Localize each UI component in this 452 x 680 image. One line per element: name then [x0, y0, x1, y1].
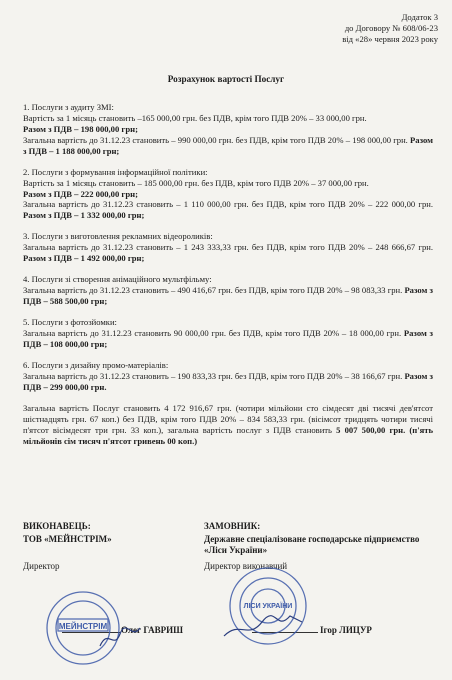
grand-total-text: Загальна вартість Послуг становить 4 172 916,67 грн. (чотири мільйони сто сімдесят дві тисячі дев'ятсот шістнадцять грн. 67 коп.) без ПДВ, крім того ПДВ 20% – 834 583,33 грн. (вісімсот тридцять чотири тисячі п'ятсот вісімдесят три грн. 33 коп.), загальна вартість послуг з ПДВ становить [23, 403, 433, 435]
service-period-total: Разом з ПДВ – 1 492 000,00 грн; [23, 253, 145, 264]
service-period-text: Загальна вартість до 31.12.23 становить – 990 000,00 грн. без ПДВ, крім того ПДВ 20% – 198 000,00 грн. [23, 134, 408, 145]
service-period-text: Загальна вартість до 31.12.23 становить – 1 243 333,33 грн. без ПДВ, крім того ПДВ 20% – 248 666,67 грн. [23, 242, 433, 253]
customer-name: Державне спеціалізоване господарське підприємство «Ліси України» [204, 534, 420, 555]
service-monthly-cost: Вартість за 1 місяць становить –165 000,00 грн. без ПДВ, крім того ПДВ 20% – 33 000,00 грн. [23, 112, 367, 123]
contractor-name: ТОВ «МЕЙНСТРІМ» [23, 534, 112, 544]
service-heading: 1. Послуги з аудиту ЗМІ: [23, 102, 114, 112]
customer-seal-text: ЛІСИ УКРАЇНИ [243, 603, 293, 610]
service-period-total: Разом з ПДВ – 588 500,00 грн; [23, 285, 433, 307]
service-period-total: Разом з ПДВ – 1 332 000,00 грн; [23, 210, 145, 221]
appendix-date: від «28» червня 2023 року [342, 34, 438, 44]
service-heading: 5. Послуги з фотозйомки: [23, 317, 117, 328]
service-period-cost [23, 328, 433, 350]
service-heading: 2. Послуги з формування інформаційної політики: [23, 166, 208, 177]
service-monthly-cost: Вартість за 1 місяць становить – 185 000,00 грн. без ПДВ, крім того ПДВ 20% – 37 000,00 грн. [23, 177, 369, 188]
customer-seal [218, 562, 328, 652]
contractor-signer: Олег ГАВРИШ [121, 625, 184, 635]
service-period-cost [23, 242, 433, 264]
customer-position: Директор виконавчий [204, 561, 288, 571]
grand-total [23, 403, 433, 447]
service-item-5 [23, 317, 433, 350]
service-period-total: Разом з ПДВ – 1 188 000,00 грн; [23, 134, 433, 156]
service-period-text: Загальна вартість до 31.12.23 становить 90 000,00 грн. без ПДВ, крім того ПДВ 20% – 18 000,00 грн. [23, 328, 402, 339]
grand-total-amount: 5 007 500,00 грн. (п'ять мільйонів сім тисяч п'ятсот гривень 00 коп.) [23, 424, 433, 446]
service-period-text: Загальна вартість до 31.12.23 становить – 490 416,67 грн. без ПДВ, крім того ПДВ 20% – 98 083,33 грн. [23, 285, 403, 296]
service-heading: 3. Послуги з виготовлення рекламних відеороликів: [23, 231, 213, 242]
service-period-text: Загальна вартість до 31.12.23 становить – 1 110 000,00 грн. без ПДВ, крім того ПДВ 20% – 222 000,00 грн. [23, 199, 433, 210]
customer-role: ЗАМОВНИК: [204, 521, 261, 531]
service-item-6 [23, 360, 433, 393]
contractor-seal-text: МЕЙНСТРІМ [58, 622, 108, 631]
service-period-text: Загальна вартість до 31.12.23 становить – 190 833,33 грн. без ПДВ, крім того ПДВ 20% – 38 166,67 грн. [23, 371, 403, 382]
service-heading: 4. Послуги зі створення анімаційного мультфільму: [23, 274, 212, 285]
appendix-contract: до Договору № 608/06-23 [344, 23, 438, 33]
service-item-4 [23, 274, 433, 307]
contractor-position: Директор [23, 561, 60, 571]
appendix-header [218, 12, 438, 45]
contractor-role: ВИКОНАВЕЦЬ: [23, 521, 91, 531]
service-period-cost [23, 285, 433, 307]
service-item-1 [23, 102, 433, 157]
service-item-2 [23, 167, 433, 222]
service-monthly-total: Разом з ПДВ – 222 000,00 грн; [23, 188, 138, 199]
service-period-cost [23, 371, 433, 393]
service-monthly-total: Разом з ПДВ – 198 000,00 грн; [23, 123, 138, 134]
service-period-total: Разом з ПДВ – 108 000,00 грн; [23, 328, 433, 350]
services-body [23, 102, 433, 447]
service-period-cost [23, 135, 433, 157]
service-period-total: Разом з ПДВ – 299 000,00 грн. [23, 371, 433, 392]
service-heading: 6. Послуги з дизайну промо-матеріалів: [23, 360, 169, 371]
service-period-cost [23, 199, 433, 221]
appendix-number: Додаток 3 [401, 12, 438, 22]
document-title: Розрахунок вартості Послуг [167, 74, 285, 84]
customer-signer: Ігор ЛИЦУР [320, 625, 372, 635]
contractor-seal [40, 588, 150, 670]
service-item-3 [23, 231, 433, 264]
